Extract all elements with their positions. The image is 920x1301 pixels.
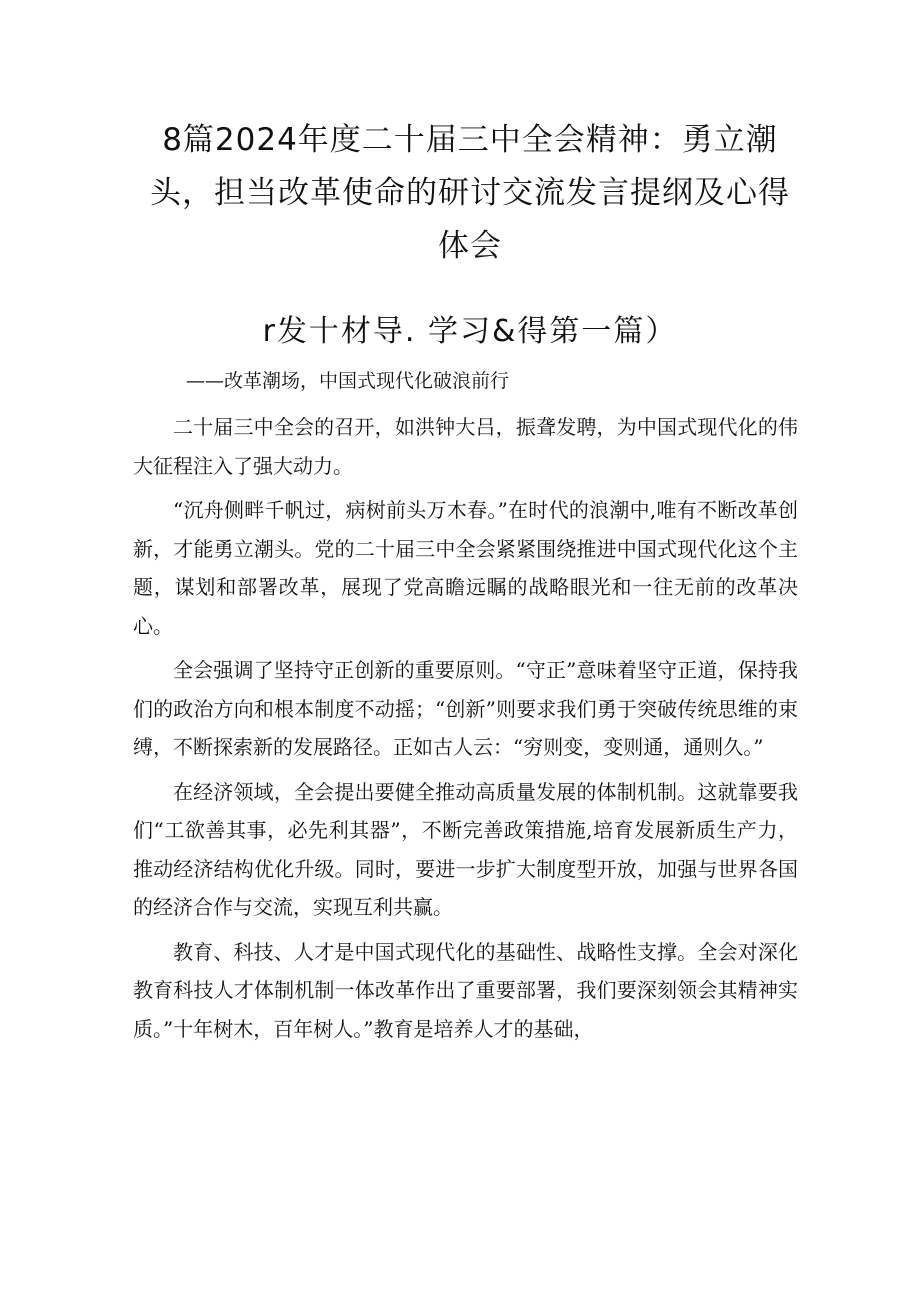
document-title: 8篇2024年度二十届三中全会精神：勇立潮头，担当改革使命的研讨交流发言提纲及心得体会 bbox=[150, 122, 790, 264]
paragraph: 二十届三中全会的召开，如洪钟大吕，振聋发聘，为中国式现代化的伟大征程注入了强大动力。 bbox=[133, 415, 798, 478]
paragraph: “沉舟侧畔千帆过，病树前头万木春。”在时代的浪潮中,唯有不断改革创新，才能勇立潮头。党的二十届三中全会紧紧围绕推进中国式现代化这个主题，谋划和部署改革，展现了党高瞻远瞩的战略眼光和一往无前的改革决心。 bbox=[133, 498, 798, 638]
paragraph: 在经济领域，全会提出要健全推动高质量发展的体制机制。这就靠要我们“工欲善其事，必先利其器”，不断完善政策措施,培育发展新质生产力，推动经济结构优化升级。同时，要进一步扩大制度型开放，加强与世界各国的经济合作与交流，实现互利共赢。 bbox=[133, 779, 798, 919]
section-heading: r发十材导. 学习&得第一篇） bbox=[262, 314, 678, 349]
paragraph: 全会强调了坚持守正创新的重要原则。“守正”意味着坚守正道，保持我们的政治方向和根本制度不动摇；“创新”则要求我们勇于突破传统思维的束缚，不断探索新的发展路径。正如古人云：“穷则变，变则通，通则久。” bbox=[133, 658, 798, 759]
section-subtitle: ——改革潮场，中国式现代化破浪前行 bbox=[186, 370, 510, 392]
paragraph: 教育、科技、人才是中国式现代化的基础性、战略性支撑。全会对深化教育科技人才体制机制一体改革作出了重要部署，我们要深刻领会其精神实质。”十年树木，百年树人。”教育是培养人才的基础， bbox=[133, 939, 798, 1041]
document-body bbox=[133, 408, 798, 1054]
